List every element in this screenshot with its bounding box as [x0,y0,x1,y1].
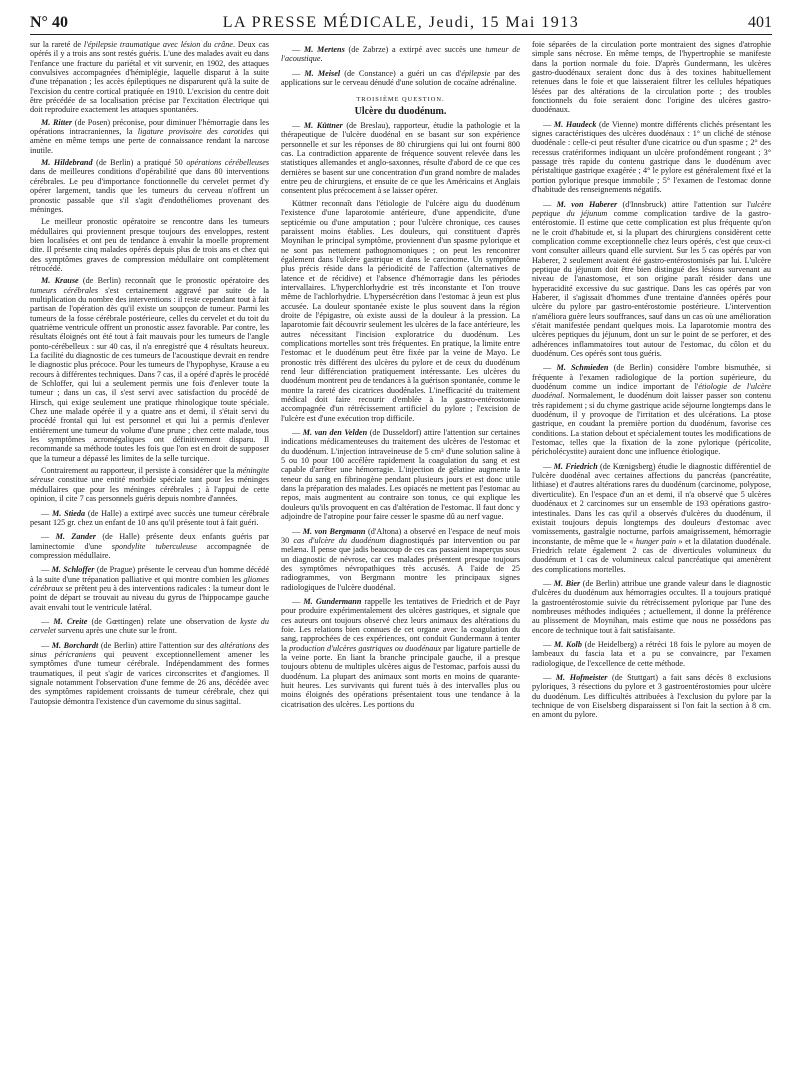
author-name: M. Küttner [303,121,343,131]
emphasis-text: tumeurs cérébrales [30,285,99,295]
author-name: M. Borchardt [51,640,99,650]
emphasis-text: gliomes cérébraux [30,574,269,593]
emphasis-text: kyste du cervelet [30,616,269,636]
journal-title: LA PRESSE MÉDICALE, Jeudi, 15 Mai 1913 [222,14,580,31]
paragraph-text: (de Constance) a guéri un cas d' [340,68,462,78]
paragraph: — M. Borchardt (de Berlin) attire l'attention sur des altérations des sinus péricraniens qui peuvent exceptionnellement amener les symptômes d'une tumeur cérébrale. Indépendamment des formes traumatiques, il peut s'agir de varices circonscrites et d'angiomes. Il signale notamment l'observation d'une femme de 26 ans, décédée avec des symptômes rapidement croissants de tumeur cérébrale, chez qui l'autopsie démontra l'existence d'un cavernome du sinus sagittal. [30,640,269,706]
paragraph-text: par ligature partielle de la veine porte. En liant la branche principale gauche, il a presque toujours obtenu de multiples ulcères aigus de l'estomac, parfois aussi du duodénum. La plupart des animaux sont morts en moins de quarante-huit heures. Les survivants qui furent tués à des intervalles plus ou moins éloignés des opérations présentaient tous une tendance à la cicatrisation des ulcères. Les portions du [281,643,520,709]
paragraph [30,276,269,463]
paragraph [532,40,771,115]
page-header [30,12,772,35]
paragraph: — M. Haudeck (de Vienne) montre différents clichés présentant les signes caractéristiques des ulcères duodénaux : 1° un cliché de sténose duodénale : celle-ci peut résulter d'une cicatrice ou d'un spasme ; 2° des recessus cratériformes indiquant un ulcère profondément rongeant ; 3° passage très rapide du contenu gastrique dans le duodénum avec péristaltique gastrique exagérée ; 4° le pylore est généralement fixé et la portion pylorique presque immobile ; 5° l'examen de l'estomac donne d'habitude des renseignements négatifs. [532,119,772,195]
paragraph-text: rappelle les tentatives de Friedrich et de Payr pour produire expérimentalement des ulcères gastriques, et signale que ces auteurs ont toujours observé chez leurs animaux des altérations du foie. Les relations bien connues de cet organe avec la coagulation du sang, rapprochées de ces expériences, ont conduit Gundermann à tenter la [281,596,520,653]
paragraph-text: par des applications sur le cerveau dénudé d'une solution de cocaïne adrénaline. [281,68,520,88]
author-name: M. Krause [41,276,79,286]
paragraph-text: » et la dilatation duodénale. Friedrich relate également 2 cas de diverticules volumineux du duodénum et 1 cas de volumineux calcul pancréatique qui amenèrent des complications mortelles. [532,536,771,574]
paragraph: — M. Zander (de Halle) présente deux enfants guéris par laminectomie d'une spondylite tuberculeuse accompagnée de compression médullaire. [30,532,270,560]
author-name: M. Schloffer [51,565,95,575]
paragraph [30,118,269,155]
paragraph: — M. van den Velden (de Dusseldorf) attire l'attention sur certaines indications médicamenteuses du traitement des ulcères de l'estomac et du duodénum. L'injection intraveineuse de 5 cm³ d'une solution saline à 5 ou 10 pour 100 accélère rapidement la coagulation du sang et est capable d'arrêter une hémorragie. L'injection de gélatine augmente la teneur du sang en fibrinogène pendant plusieurs jours et est donc utile dans la préparation des malades. Les opiacés ne mettent pas l'estomac au repos, mais augmentent au contraire son tonus, ce qui explique les douleurs qu'ils provoquent en cas d'altération de l'estomac. Il faut donc y adjoindre de l'atropine pour faire cesser le spasme dû au nerf vague. [281,428,520,522]
paragraph-text: comme complication tardive de la gastro-entérostomie. Il estime que cette complication est plus fréquente qu'on ne le croit d'habitude et, si la plupart des chirurgiens considèrent cette complication comme exceptionnelle chez leurs opérés, c'est que ceux-ci vont consulter ailleurs quand elle survient. Sur les 5 cas opérés par von Haberer, 2 seulement avaient été gastro-entérostomisés par lui. L'ulcère peptique du jéjunum doit être bien distingué des lésions survenant au niveau de l'anastomose, et son origine paraît résider dans une hyperacidité excessive du suc gastrique. Dans les cas opérés par von Haberer, il s'agissait d'hommes d'une trentaine d'années opérés pour ulcère du pylore par gastro-entérostomie postérieure. L'intervention n'améliora guère leurs souffrances, sauf dans un cas où une amélioration s'était manifestée pendant quelques mois. La laparotomie montra des ulcères peptiques du jéjunum, dont un sur le point de se perforer, et des adhérences inflammatoires tout autour de l'estomac, du côlon et du duodénum. Ces opérés sont tous guéris. [532,208,771,358]
paragraph-text: accompagnée de compression médullaire. [30,541,269,560]
author-name: M. von Bergmann [302,526,366,536]
paragraph-text: (de Gœttingen) relate une observation de [87,616,241,626]
paragraph-text: (d'Innsbruck) attire l'attention sur l' [617,199,751,209]
paragraph-text: dans de meilleures conditions d'opérabilité que dans 80 interventions cérébrales. Le peu d'importance fonctionnelle du cervelet permet d'y opérer largement, tandis que les tumeurs du cerveau n'offrent un pronostic passable que s'il s'agit d'endothéliomes provenant des méninges. [30,167,269,214]
author-name: M. Mertens [303,45,345,54]
paragraph-text: (de Dusseldorf) attire l'attention sur certaines indications médicamenteuses du traitement des ulcères de l'estomac et du duodénum. L'injection intraveineuse de 5 cm³ d'une solution saline à 5 ou 10 pour 100 accélère rapidement la coagulation du sang et est capable d'arrêter une hémorragie. L'injection de gélatine augmente la teneur du sang en fibrinogène pendant plusieurs jours et est donc utile dans la préparation des malades. Les opiacés ne mettent pas l'estomac au repos, mais augmentent au contraire son tonus, ce qui explique les douleurs qu'ils provoquent en cas d'altération de l'estomac. Il faut donc y adjoindre de l'atropine pour faire cesser le spasme dû au nerf vague. [281,428,520,522]
paragraph-text: constitue une entité morbide spéciale tant pour les méninges médullaires que pour les méninges cérébrales ; à l'appui de cette opinion, il cite 7 cas personnels guéris depuis nombre d'années. [30,475,269,504]
paragraph-text: (de Berlin) considère l'ombre bismuthée, si fréquente à l'examen radiologique de la portion supérieure, du duodénum comme un indice important de l' [532,363,771,392]
paragraph: — M. von Bergmann (d'Altona) a observé en l'espace de neuf mois 30 cas d'ulcère du duodénum diagnostiqués par intervention ou par melæna. Il pense que jadis beaucoup de ces cas passaient inaperçus sous un diagnostic de névrose, car ces malades présentent presque toujours des symptômes névropathiques très accusés. A l'aide de 25 radiogrammes, von Bergmann montre les principaux signes radiologiques de l'ulcère duodénal. [281,526,520,592]
page-number: 401 [748,14,772,31]
author-name: M. Stieda [52,508,86,518]
paragraph-text: (de Vienne) montre différents clichés présentant les signes caractéristiques des ulcères duodénaux : 1° un cliché de sténose duodénale : celle-ci peut résulter d'une cicatrice ou d'un spasme ; 2° des recessus cratériformes indiquant un ulcère profondément rongeant ; 3° passage très rapide du contenu gastrique dans le duodénum avec péristaltique gastrique exagérée ; 4° le pylore est généralement fixé et la portion pylorique presque immobile ; 5° l'examen de l'estomac donne d'habitude des renseignements négatifs. [532,119,772,195]
paragraph [30,40,269,115]
paragraph [30,158,269,214]
paragraph: — M. Mertens (de Zabrze) a extirpé avec succès une tumeur de l'acoustique. [281,45,520,64]
emphasis-text: tumeur de l'acoustique [281,45,520,64]
paragraph-text: sur la rareté de [30,40,84,49]
paragraph: — M. Meisel (de Constance) a guéri un cas d'épilepsie par des applications sur le cerveau dénudé d'une solution de cocaïne adrénaline. [281,68,520,88]
paragraph: — M. Stieda (de Halle) a extirpé avec succès une tumeur cérébrale pesant 125 gr. chez un enfant de 10 ans qu'il présente tout à fait guéri. [30,508,269,527]
paragraph-text: (de Halle) présente deux enfants guéris par laminectomie d'une [30,532,270,551]
paragraph-text: (de Halle) a extirpé avec succès une tumeur cérébrale pesant 125 gr. chez un enfant de 10 ans qu'il présente tout à fait guéri. [30,508,269,527]
paragraph-text: (de Berlin) attire l'attention sur des [98,640,221,650]
emphasis-text: opérations cérébelleuses [186,158,270,168]
paragraph-text: se prêtent peu à des interventions radicales : la tumeur dont le point de départ se trouvait au niveau du gyrus de l'hippocampe gauche avait envahi tout le ventricule latéral. [30,583,269,612]
author-name: M. Meisel [304,68,341,78]
author-name: M. von Haberer [556,199,618,209]
paragraph [281,199,520,423]
emphasis-text: altérations des sinus péricraniens [30,640,269,659]
paragraph [30,217,269,273]
emphasis-text: production d'ulcères gastriques ou duodénaux [289,643,442,653]
paragraph-text: . [320,54,323,64]
paragraph: — M. Bier (de Berlin) attribue une grande valeur dans le diagnostic d'ulcères du duodénum aux hémorragies occultes. Il a toujours pratiqué la gastroentérostomie suivie du rétrécissement pylorique par l'une des nombreuses méthodes indiquées ; actuellement, il donne la préférence au plissement de Moynihan, mais estime que nous ne possédons pas encore de technique tout à fait satisfaisante. [532,578,772,635]
author-name: M. Ritter [41,117,73,127]
issue-number: N° 40 [30,14,68,31]
paragraph-text: (d'Altona) a observé en l'espace de neuf mois 30 [281,526,520,545]
author-name: M. Bier [553,578,581,588]
emphasis-text: méningite séreuse [30,466,269,485]
paragraph-text: Le meilleur pronostic opératoire se rencontre dans les tumeurs médullaires qui proviennent presque toujours des enveloppes, restent bien localisées et ont peu de tendance à envahir la moelle proprement dite. Il présente cinq malades opérés depuis plus de trois ans et chez qui des symptômes graves de compression médullaire ont complètement rétrocédé. [30,217,269,273]
paragraph: — M. Schloffer (de Prague) présente le cerveau d'un homme décédé à la suite d'une trépanation palliative et qui montre combien les gliomes cérébraux se prêtent peu à des interventions radicales : la tumeur dont le point de départ se trouvait au niveau du gyrus de l'hippocampe gauche avait envahi tout le ventricule latéral. [30,565,270,612]
author-name: M. Zander [55,532,96,542]
paragraph-text: Contrairement au rapporteur, il persiste à considérer que la [41,466,237,476]
paragraph: — M. Schmieden (de Berlin) considère l'ombre bismuthée, si fréquente à l'examen radiologique de la portion supérieure, du duodénum comme un indice important de l'étiologie de l'ulcère duodénal. Normalement, le duodénum doit laisser passer son contenu très rapidement ; si du chyme gastrique acide séjourne longtemps dans le duodénum, il y provoque de l'irritation et des ulcérations. La ptose gastrique, en coudant la première portion du duodénum, favorise ces conditions. La station debout et spécialement toutes les modifications de l'estomac, telles que la fixation de la zone pylorique (péricolite, péricholécystite) auraient donc une influence étiologique. [532,363,771,457]
emphasis-text: étiologie de l'ulcère duodénal [532,382,771,401]
author-name: M. Gundermann [303,596,362,606]
author-name: M. Hofmeister [555,673,608,682]
section-title: Ulcère du duodénum. [354,105,447,117]
emphasis-text: hunger pain [635,536,677,546]
paragraph-text: (de Prague) présente le cerveau d'un homme décédé à la suite d'une trépanation palliative et qui montre combien les [30,565,270,584]
author-name: M. Hildebrand [41,158,93,168]
paragraph: — M. Küttner (de Breslau), rapporteur, étudie la pathologie et la thérapeutique de l'ulcère duodénal en se basant sur son expérience personnelle et sur les réponses de 80 chirurgiens qui lui ont fourni 800 cas. La contradiction apparente de fréquence souvent relevée dans les statistiques allemandes et anglo-saxonnes, résulte d'abord de ce que ces dernières se basent sur une concentration d'un grand nombre de malades entre peu de chirurgiens, et ensuite de ce que les Américains et Anglais consentent plus précocement à se laisser opérer. [281,121,520,196]
paragraph-text: (de Zabrze) a extirpé avec succès une [344,45,486,54]
paragraph-text: (de Berlin) attribue une grande valeur dans le diagnostic d'ulcères du duodénum aux hémorragies occultes. Il a toujours pratiqué la gastroentérostomie suivie du rétrécissement pylorique par l'une des nombreuses méthodes indiquées ; actuellement, il donne la préférence au plissement de Moynihan, mais estime que nous ne possédons pas encore de technique tout à fait satisfaisante. [532,578,772,635]
column-2 [281,40,520,712]
emphasis-text: cas d'ulcère du duodénum [293,535,386,545]
emphasis-text: spondylite tuberculeuse [111,541,197,551]
emphasis-text: ligature provisoire des carotides [137,127,254,137]
paragraph-text: (de Stuttgart) a fait sans décès 8 exclusions pyloriques, 3 résections du pylore et 3 gastroentérostomies pour ulcère du duodénum. Les difficultés attribuées à l'exclusion du pylore par la technique de von Eiselsberg disparaissent si l'on fait la section à 8 cm. en amont du pylore. [532,673,772,720]
paragraph-text: (de Breslau), rapporteur, étudie la pathologie et la thérapeutique de l'ulcère duodénal en se basant sur son expérience personnelle et sur les réponses de 80 chirurgiens qui lui ont fourni 800 cas. La contradiction apparente de fréquence souvent relevée dans les statistiques allemandes et anglo-saxonnes, résulte d'abord de ce que ces dernières se basent sur une concentration d'un grand nombre de malades entre peu de chirurgiens, et ensuite de ce que les Américains et Anglais consentent plus précocement à se laisser opérer. [281,121,520,196]
paragraph: — M. Kolb (de Heidelberg) a rétréci 18 fois le pylore au moyen de lambeaux du fascia lata et a pu se convaincre, par l'examen radiologique, de l'excellence de cette méthode. [532,639,772,668]
paragraph-text: diagnostiqués par intervention ou par melæna. Il pense que jadis beaucoup de ces cas passaient inaperçus sous un diagnostic de névrose, car ces malades présentent presque toujours des symptômes névropathiques très accusés. A l'aide de 25 radiogrammes, von Bergmann montre les principaux signes radiologiques de l'ulcère duodénal. [281,535,520,592]
author-name: M. van den Velden [302,428,368,438]
column-3 [532,40,771,723]
paragraph: — M. Friedrich (de Kœnigsberg) étudie le diagnostic différentiel de l'ulcère duodénal avec certaines affections du pancréas (pancréatite, lithiase) et d'autres altérations rares du duodénum (carcinome, polypose, diverticulite). En l'espace d'un an et demi, il n'a observé que 5 ulcères duodénaux et 2 carcinomes sur un ensemble de 193 opérations gastro-intestinales. Dans les cas qu'il a observés d'ulcères du duodénum, il existait toujours depuis longtemps des douleurs d'estomac avec vomissements, gastralgie nocturne, parfois amaigrissement, hémorragie inconstante, de même que le « hunger pain » et la dilatation duodénale. Friedrich relate également 2 cas de diverticules volumineux du duodénum et 1 cas de volumineux calcul pancréatique qui amenèrent des complications mortelles. [532,461,771,574]
paragraph [30,466,269,503]
emphasis-text: ulcère peptique du jéjunum [532,199,771,218]
author-name: M. Creite [53,616,88,626]
emphasis-text: épilepsie [461,68,491,78]
paragraph-text: (de Berlin) reconnaît que le pronostic opératoire des [78,276,269,286]
paragraph-text: foie séparées de la circulation porte montraient des signes d'atrophie simple sans nécrose. En même temps, de l'hypertrophie se manifeste dans la portion normale du foie. D'après Gundermann, les ulcères gastro-duodénaux seraient donc dus à des toxines habituellement retenues dans le foie et que laisseraient filtrer les cellules hépatiques lésées par des altérations de la circulation porte ; des troubles fonctionnels du foie seraient donc l'origine des ulcères gastro-duodénaux. [532,40,771,115]
emphasis-text: l'épilepsie traumatique avec lésion du crâne [83,40,233,49]
paragraph: — M. Hofmeister (de Stuttgart) a fait sans décès 8 exclusions pyloriques, 3 résections du pylore et 3 gastroentérostomies pour ulcère du duodénum. Les difficultés attribuées à l'exclusion du pylore par la technique de von Eiselsberg disparaissent si l'on fait la section à 8 cm. en amont du pylore. [532,673,772,720]
column-1 [30,40,269,709]
paragraph-text: qui amène en même temps une perte de connaissance rendant la narcose inutile. [30,127,269,155]
paragraph-text: . Deux cas opérés il y a trois ans sont restés guéris. L'une des malades avait eu dans l'enfance une fracture du pariétal et vit survenir, en 1902, des attaques convulsives accompagnées d'hémiplégie, laquelle disparut à la suite d'une trépanation ; les accès épileptiques ne disparurent qu'à la suite de l'excision du centre cortical pratiquée en 1910. L'excision du centre doit être précédée de sa localisation précise par l'excitation électrique qui doit reproduire exactement les attaques spontanées. [30,40,269,115]
author-name: M. Haudeck [553,119,597,129]
author-name: M. Schmieden [556,363,609,373]
paragraph-text: Küttner reconnaît dans l'étiologie de l'ulcère aigu du duodénum l'existence d'une laparotomie antérieure, d'une appendicite, d'une septicémie ou d'une amputation ; pour l'ulcère chronique, ces causes paraissent moins établies. Les douleurs, qui constituent d'après Moynihan le principal symptôme, proviennent d'un spasme pylorique et ne sont pas nettement pathognomoniques ; on peut les rencontrer également dans l'ulcère gastrique et dans le carcinome. Un symptôme plus précis réside dans la périodicité de l'affection (alternatives de latence et de récidive) et l'absence d'hémorragie dans les périodes intervallaires. L'hyperchlorhydrie est très inconstante et l'on trouve même de l'achlorhydrie. L'hypersécrétion dans l'estomac à jeun est plus accusée. La douleur spontanée existe le plus souvent dans la région droite de l'épigastre, où existe aussi de la douleur à la pression. La laparotomie fait découvrir seulement les ulcères de la face antérieure, les autres nécessitant l'incision exploratrice du duodénum. Les complications mortelles sont très fréquentes. En pratique, la limite entre l'estomac et le duodénum peut être fixée par la veine de Mayo. Le pronostic très différent des ulcères du pylore et de ceux du duodénum rend leur différenciation pratiquement intéressante. Les ulcères du duodénum montrent peu de tendances à la guérison spontanée, comme le montre la rareté des cicatrices duodénales. L'inefficacité du traitement médical doit faire recourir d'emblée à la gastro-entérostomie accompagnée d'un rétrécissement artificiel du pylore ; l'excision de l'ulcère est d'une exécution trop difficile. [281,198,520,423]
section-kicker: TROISIÈME QUESTION. [356,96,445,104]
paragraph: — M. Creite (de Gœttingen) relate une observation de kyste du cervelet survenu après une chute sur le front. [30,616,269,636]
paragraph-text: . Normalement, le duodénum doit laisser passer son contenu très rapidement ; si du chyme gastrique acide séjourne longtemps dans le duodénum, il y provoque de l'irritation et des ulcérations. La ptose gastrique, en coudant la première portion du duodénum, favorise ces conditions. La station debout et spécialement toutes les modifications de l'estomac, telles que la fixation de la zone pylorique (péricolite, péricholécystite) auraient donc une influence étiologique. [532,391,771,457]
paragraph: — M. Gundermann rappelle les tentatives de Friedrich et de Payr pour produire expérimentalement des ulcères gastriques, et signale que ces auteurs ont toujours observé chez leurs animaux des altérations du foie. Les relations bien connues de cet organe avec la coagulation du sang, rapprochées de ces expériences, ont conduit Gundermann à tenter la production d'ulcères gastriques ou duodénaux par ligature partielle de la veine porte. En liant la branche principale gauche, il a presque toujours obtenu de multiples ulcères aigus de l'estomac, parfois aussi du duodénum. La plupart des animaux sont morts en moins de quarante-huit heures. Les survivants qui furent tués à des intervalles plus ou moins éloignés des opérations présentaient tous une tendance à la cicatrisation des ulcères. Les portions du [281,596,520,709]
paragraph-text: (de Kœnigsberg) étudie le diagnostic différentiel de l'ulcère duodénal avec certaines affections du pancréas (pancréatite, lithiase) et d'autres altérations rares du duodénum (carcinome, polypose, diverticulite). En l'espace d'un an et demi, il n'a observé que 5 ulcères duodénaux et 2 carcinomes sur un ensemble de 193 opérations gastro-intestinales. Dans les cas qu'il a observés d'ulcères du duodénum, il existait toujours depuis longtemps des douleurs d'estomac avec vomissements, gastralgie nocturne, parfois amaigrissement, hémorragie inconstante, de même que le « [532,461,771,546]
paragraph-text: s'est certainement aggravé par suite de la multiplication du nombre des interventions : il reste cependant tout à fait partisan de l'opération dès qu'il existe un soupçon de tumeur. Parmi les tumeurs de la fosse cérébrale postérieure, celles du cervelet et du toit du quatrième ventricule offrent un pronostic assez favorable. Par contre, les résultats éloignés ont été tout à fait mauvais pour les tumeurs de l'angle ponto-cérébelleux : sur 40 cas, il n'a enregistré que 4 résultats heureux. La facilité du diagnostic de ces tumeurs de l'acoustique devrait en rendre le diagnostic plus précoce. Pour les tumeurs de l'hypophyse, Krause a eu recours à différentes techniques. Dans 7 cas, il a opéré d'après le procédé de Schloffer, qui lui a seulement permis une fois d'enlever toute la tumeur ; dans un cas, il s'est servi avec satisfaction du procédé de Hirsch, qui exige seulement une pratique rhinologique toute spéciale. Chez une malade opérée il y a quatre ans et demi, il s'était servi du procédé frontal qui lui est personnel et qui lui a permis d'enlever entièrement une tumeur du volume d'une prune ; chez cette malade, tous les symptômes acromégaliques ont définitivement disparu. Il recommande sa méthode toutes les fois que l'on est en droit de supposer que la tumeur a dépassé les limites de la selle turcique. [30,285,269,463]
paragraph-text: (de Posen) préconise, pour diminuer l'hémorragie dans les opérations intracraniennes, la [30,117,270,137]
author-name: M. Kolb [553,639,582,649]
paragraph: — M. von Haberer (d'Innsbruck) attire l'attention sur l'ulcère peptique du jéjunum comme complication tardive de la gastro-entérostomie. Il estime que cette complication est plus fréquente qu'on ne le croit d'habitude et, si la plupart des chirurgiens considèrent cette complication comme exceptionnelle chez leurs opérés, c'est que ceux-ci vont consulter ailleurs quand elle survient. Sur les 5 cas opérés par von Haberer, 2 seulement avaient été gastro-entérostomisés par lui. L'ulcère peptique du jéjunum doit être bien distingué des lésions survenant au niveau de l'anastomose, et son origine paraît résider dans une hyperacidité excessive du suc gastrique. Dans les cas opérés par von Haberer, il s'agissait d'hommes d'une trentaine d'années opérés pour ulcère du pylore par gastro-entérostomie postérieure. L'intervention n'améliora guère leurs souffrances, sauf dans un cas où une amélioration s'était manifestée pendant quelques mois. La laparotomie montra des ulcères peptiques du jéjunum, dont un sur le point de se perforer, et des adhérences inflammatoires tout autour de l'estomac, du côlon et du duodénum. Ces opérés sont tous guéris. [532,199,771,358]
paragraph-text: qui peuvent exceptionnellement amener les symptômes d'une tumeur cérébrale. Indépendamment des formes traumatiques, il peut s'agir de varices circonscrites et d'angiomes. Il signale notamment l'observation d'une femme de 26 ans, décédée avec des symptômes rapidement croissants de tumeur cérébrale, chez qui l'autopsie démontra l'existence d'un cavernome du sinus sagittal. [30,649,269,706]
paragraph-text: survenu après une chute sur le front. [55,626,177,636]
author-name: M. Friedrich [553,461,598,471]
paragraph-text: (de Heidelberg) a rétréci 18 fois le pylore au moyen de lambeaux du fascia lata et a pu se convaincre, par l'examen radiologique, de l'excellence de cette méthode. [532,639,772,668]
paragraph-text: (de Berlin) a pratiqué 50 [92,158,187,168]
